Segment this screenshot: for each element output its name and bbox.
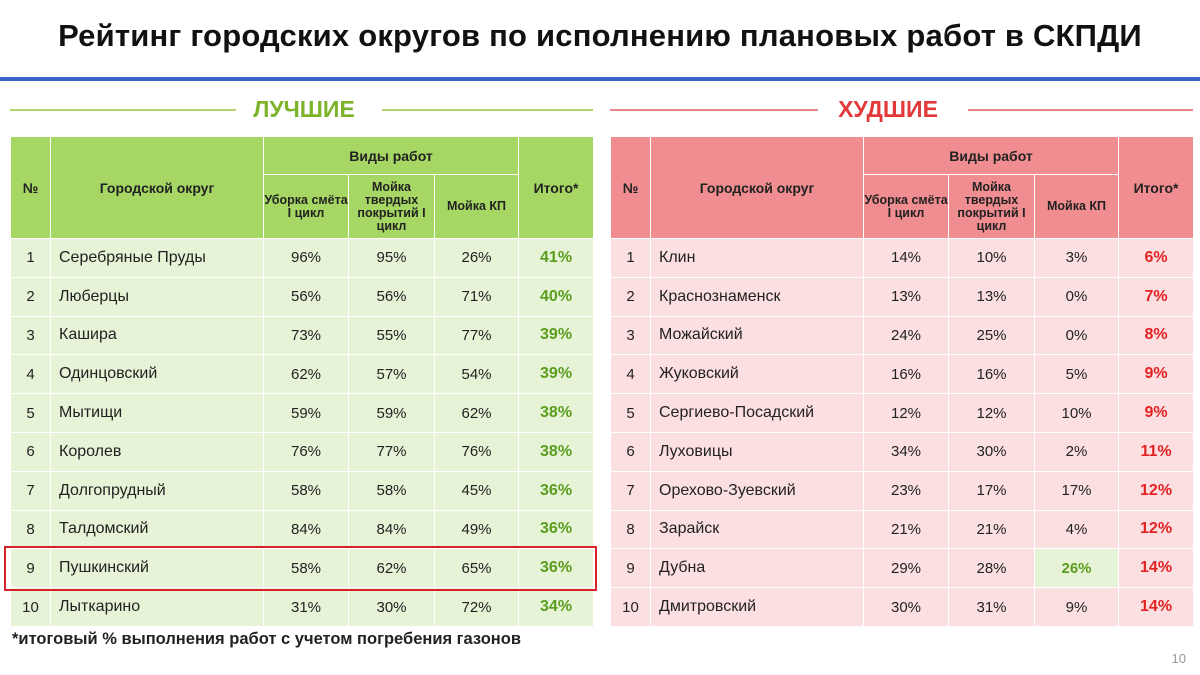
worst-table: [610, 136, 1194, 627]
total-percent: 14%: [1119, 588, 1194, 627]
header-num: №: [611, 137, 651, 239]
district-name: Краснознаменск: [651, 277, 864, 316]
cleaning-percent: 29%: [864, 549, 949, 588]
table-row: [11, 394, 594, 433]
total-percent: 9%: [1119, 355, 1194, 394]
district-name: Талдомский: [51, 510, 264, 549]
row-number: 4: [11, 355, 51, 394]
table-row: [11, 277, 594, 316]
kp-washing-percent: 76%: [435, 432, 519, 471]
district-name: Жуковский: [651, 355, 864, 394]
surface-washing-percent: 25%: [949, 316, 1035, 355]
row-number: 4: [611, 355, 651, 394]
header-district: Городской округ: [51, 137, 264, 239]
row-number: 2: [611, 277, 651, 316]
header-col2: Мойка твердых покрытий I цикл: [949, 175, 1035, 239]
kp-washing-percent: 49%: [435, 510, 519, 549]
total-percent: 14%: [1119, 549, 1194, 588]
district-name: Одинцовский: [51, 355, 264, 394]
table-row: [611, 316, 1194, 355]
row-number: 10: [11, 588, 51, 627]
total-percent: 41%: [519, 239, 594, 278]
district-name: Дубна: [651, 549, 864, 588]
cleaning-percent: 56%: [264, 277, 349, 316]
district-name: Дмитровский: [651, 588, 864, 627]
cleaning-percent: 62%: [264, 355, 349, 394]
table-row: [11, 510, 594, 549]
table-row: [611, 510, 1194, 549]
table-row: [11, 355, 594, 394]
footnote: *итоговый % выполнения работ с учетом погребения газонов: [12, 630, 521, 648]
cleaning-percent: 76%: [264, 432, 349, 471]
best-right-rule: [382, 109, 593, 111]
table-row: [611, 549, 1194, 588]
surface-washing-percent: 84%: [349, 510, 435, 549]
total-percent: 36%: [519, 471, 594, 510]
row-number: 5: [611, 394, 651, 433]
district-name: Кашира: [51, 316, 264, 355]
cleaning-percent: 30%: [864, 588, 949, 627]
header-col3: Мойка КП: [1035, 175, 1119, 239]
row-number: 6: [11, 432, 51, 471]
surface-washing-percent: 55%: [349, 316, 435, 355]
cleaning-percent: 96%: [264, 239, 349, 278]
header-total: Итого*: [519, 137, 594, 239]
district-name: Клин: [651, 239, 864, 278]
row-number: 9: [611, 549, 651, 588]
row-number: 1: [611, 239, 651, 278]
row-number: 7: [11, 471, 51, 510]
total-percent: 11%: [1119, 432, 1194, 471]
district-name: Серебряные Пруды: [51, 239, 264, 278]
row-number: 3: [11, 316, 51, 355]
table-row: [11, 432, 594, 471]
row-number: 10: [611, 588, 651, 627]
kp-washing-percent: 62%: [435, 394, 519, 433]
table-row: [11, 588, 594, 627]
table-row: [611, 432, 1194, 471]
cleaning-percent: 13%: [864, 277, 949, 316]
district-name: Пушкинский: [51, 549, 264, 588]
table-row: [11, 471, 594, 510]
total-percent: 8%: [1119, 316, 1194, 355]
surface-washing-percent: 28%: [949, 549, 1035, 588]
worst-right-rule: [968, 109, 1193, 111]
total-percent: 38%: [519, 432, 594, 471]
cleaning-percent: 73%: [264, 316, 349, 355]
cleaning-percent: 84%: [264, 510, 349, 549]
best-table: [10, 136, 594, 627]
best-left-rule: [10, 109, 236, 111]
kp-washing-percent: 77%: [435, 316, 519, 355]
table-row: [611, 588, 1194, 627]
total-percent: 9%: [1119, 394, 1194, 433]
cleaning-percent: 14%: [864, 239, 949, 278]
kp-washing-percent: 2%: [1035, 432, 1119, 471]
cleaning-percent: 31%: [264, 588, 349, 627]
district-name: Королев: [51, 432, 264, 471]
row-number: 8: [611, 510, 651, 549]
surface-washing-percent: 57%: [349, 355, 435, 394]
cleaning-percent: 59%: [264, 394, 349, 433]
total-percent: 12%: [1119, 471, 1194, 510]
row-number: 6: [611, 432, 651, 471]
total-percent: 36%: [519, 510, 594, 549]
row-number: 7: [611, 471, 651, 510]
row-number: 8: [11, 510, 51, 549]
header-total: Итого*: [1119, 137, 1194, 239]
header-col1: Уборка смёта I цикл: [864, 175, 949, 239]
header-work-types: Виды работ: [264, 137, 519, 175]
kp-washing-percent: 26%: [1035, 549, 1119, 588]
kp-washing-percent: 71%: [435, 277, 519, 316]
kp-washing-percent: 5%: [1035, 355, 1119, 394]
total-percent: 39%: [519, 316, 594, 355]
table-row: [611, 277, 1194, 316]
cleaning-percent: 23%: [864, 471, 949, 510]
surface-washing-percent: 77%: [349, 432, 435, 471]
kp-washing-percent: 10%: [1035, 394, 1119, 433]
surface-washing-percent: 56%: [349, 277, 435, 316]
district-name: Луховицы: [651, 432, 864, 471]
surface-washing-percent: 95%: [349, 239, 435, 278]
total-percent: 36%: [519, 549, 594, 588]
district-name: Можайский: [651, 316, 864, 355]
header-col2: Мойка твердых покрытий I цикл: [349, 175, 435, 239]
row-number: 2: [11, 277, 51, 316]
surface-washing-percent: 16%: [949, 355, 1035, 394]
worst-table-body: [611, 239, 1194, 627]
table-row: [11, 239, 594, 278]
table-row: [611, 394, 1194, 433]
header-col3: Мойка КП: [435, 175, 519, 239]
best-table-body: [11, 239, 594, 627]
surface-washing-percent: 59%: [349, 394, 435, 433]
cleaning-percent: 16%: [864, 355, 949, 394]
total-percent: 39%: [519, 355, 594, 394]
district-name: Сергиево-Посадский: [651, 394, 864, 433]
surface-washing-percent: 30%: [349, 588, 435, 627]
table-row: [611, 471, 1194, 510]
surface-washing-percent: 13%: [949, 277, 1035, 316]
surface-washing-percent: 12%: [949, 394, 1035, 433]
worst-section-header: [610, 96, 1193, 124]
table-row: [11, 316, 594, 355]
title-divider: [0, 77, 1200, 81]
best-label: ЛУЧШИЕ: [253, 96, 355, 122]
district-name: Орехово-Зуевский: [651, 471, 864, 510]
header-work-types: Виды работ: [864, 137, 1119, 175]
best-section-header: [10, 96, 593, 124]
district-name: Мытищи: [51, 394, 264, 433]
cleaning-percent: 58%: [264, 471, 349, 510]
surface-washing-percent: 10%: [949, 239, 1035, 278]
kp-washing-percent: 54%: [435, 355, 519, 394]
total-percent: 6%: [1119, 239, 1194, 278]
worst-label: ХУДШИЕ: [838, 96, 938, 122]
kp-washing-percent: 9%: [1035, 588, 1119, 627]
worst-left-rule: [610, 109, 818, 111]
kp-washing-percent: 0%: [1035, 277, 1119, 316]
surface-washing-percent: 62%: [349, 549, 435, 588]
total-percent: 34%: [519, 588, 594, 627]
kp-washing-percent: 0%: [1035, 316, 1119, 355]
kp-washing-percent: 72%: [435, 588, 519, 627]
header-num: №: [11, 137, 51, 239]
surface-washing-percent: 30%: [949, 432, 1035, 471]
kp-washing-percent: 65%: [435, 549, 519, 588]
total-percent: 40%: [519, 277, 594, 316]
cleaning-percent: 12%: [864, 394, 949, 433]
page-number: 10: [1171, 651, 1186, 666]
kp-washing-percent: 4%: [1035, 510, 1119, 549]
cleaning-percent: 21%: [864, 510, 949, 549]
cleaning-percent: 34%: [864, 432, 949, 471]
district-name: Лыткарино: [51, 588, 264, 627]
kp-washing-percent: 17%: [1035, 471, 1119, 510]
table-row: [611, 239, 1194, 278]
surface-washing-percent: 58%: [349, 471, 435, 510]
row-number: 5: [11, 394, 51, 433]
surface-washing-percent: 31%: [949, 588, 1035, 627]
header-district: Городской округ: [651, 137, 864, 239]
kp-washing-percent: 45%: [435, 471, 519, 510]
kp-washing-percent: 26%: [435, 239, 519, 278]
page-title: Рейтинг городских округов по исполнению плановых работ в СКПДИ: [58, 18, 1142, 53]
row-number: 9: [11, 549, 51, 588]
row-number: 1: [11, 239, 51, 278]
district-name: Люберцы: [51, 277, 264, 316]
surface-washing-percent: 17%: [949, 471, 1035, 510]
surface-washing-percent: 21%: [949, 510, 1035, 549]
total-percent: 12%: [1119, 510, 1194, 549]
header-col1: Уборка смёта I цикл: [264, 175, 349, 239]
cleaning-percent: 24%: [864, 316, 949, 355]
kp-washing-percent: 3%: [1035, 239, 1119, 278]
district-name: Долгопрудный: [51, 471, 264, 510]
table-row: [611, 355, 1194, 394]
total-percent: 7%: [1119, 277, 1194, 316]
table-row: [11, 549, 594, 588]
total-percent: 38%: [519, 394, 594, 433]
row-number: 3: [611, 316, 651, 355]
cleaning-percent: 58%: [264, 549, 349, 588]
district-name: Зарайск: [651, 510, 864, 549]
